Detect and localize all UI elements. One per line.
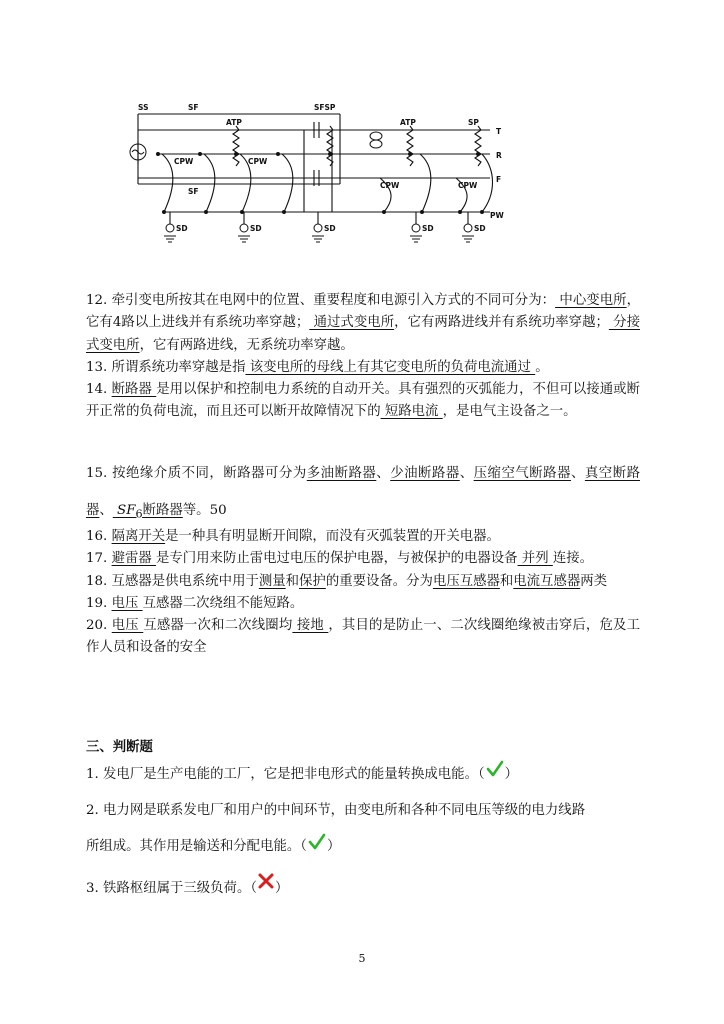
- item-18: 18. 互感器是供电系统中用于测量和保护的重要设备。分为电压互感器和电流互感器两类: [86, 573, 608, 589]
- item-15: 15. 按绝缘介质不同，断路器可分为多油断路器、少油断路器、压缩空气断路器、真空断路器、 $SF_6$断路器等。50: [86, 466, 640, 521]
- item-14: 14. 断路器 是用以保护和控制电力系统的自动开关。具有强烈的灭弧能力，不但可以接通或断开正常的负荷电流，而且还可以断开故障情况下的 短路电流 ，是电气主设备之一。: [86, 382, 640, 420]
- answer-blank: 电压: [111, 595, 143, 611]
- answer-blank: 接地: [292, 618, 329, 634]
- label-sd: SD: [324, 224, 336, 233]
- judgment-item-1: 1. 发电厂是生产电能的工厂，它是把非电形式的能量转换成电能。（ ）: [86, 764, 640, 786]
- sd-icon: [412, 224, 420, 232]
- answer-blank: 多油断路器: [306, 466, 377, 481]
- diagram-lines: [138, 114, 493, 224]
- judgment-item-2-cont: 所组成。其作用是输送和分配电能。（ ）: [86, 836, 640, 858]
- label-sfsp: SFSP: [314, 103, 336, 112]
- item-17: 17. 避雷器 是专门用来防止雷电过电压的保护电器，与被保护的电器设备 并列 连接。: [86, 551, 594, 567]
- label-f: F: [496, 175, 502, 184]
- label-cpw: CPW: [174, 157, 194, 166]
- sd-icon: [240, 224, 248, 232]
- sd-icon: [166, 224, 174, 232]
- answer-blank: 分接式变电所: [86, 315, 640, 353]
- item-16: 16. 隔离开关是一种具有明显断开间隙，而没有灭弧装置的开关电器。: [86, 529, 500, 544]
- answer-blank: $SF_6$断路器: [112, 503, 183, 521]
- diagram-nodes: [156, 152, 484, 214]
- item-20: 20. 电压 互感器一次和二次线圈均 接地 ，其目的是防止一、二次线圈绝缘被击穿后，危及工作人员和设备的安全: [86, 618, 640, 656]
- answer-blank: 压缩空气断路器: [473, 466, 571, 481]
- label-atp-1: ATP: [226, 118, 242, 127]
- answer-blank: 真空断路器: [86, 466, 640, 518]
- check-icon: [307, 832, 327, 852]
- answer-blank: 隔离开关: [111, 529, 166, 544]
- answer-blank: 短路电流: [380, 404, 443, 420]
- coupling-icon: [370, 132, 382, 140]
- diagram-labels: [138, 103, 504, 233]
- item-13: 13. 所谓系统功率穿越是指 该变电所的母线上有其它变电所的负荷电流通过 。: [86, 359, 549, 375]
- item-19: 19. 电压 互感器二次绕组不能短路。: [86, 595, 304, 611]
- items-16-20: [86, 526, 640, 660]
- label-sd: SD: [176, 224, 188, 233]
- answer-blank: 电压: [111, 618, 144, 634]
- page-number: 5: [358, 952, 366, 965]
- label-sp: SP: [468, 118, 479, 127]
- label-ss: SS: [138, 103, 149, 112]
- judgment-item-2: 2. 电力网是联系发电厂和用户的中间环节，由变电所和各种不同电压等级的电力线路: [86, 803, 586, 818]
- label-sd: SD: [422, 224, 434, 233]
- section-heading: 三、判断题: [86, 739, 153, 755]
- answer-blank: 中心变电所: [555, 293, 627, 308]
- item-12: 12. 牵引变电所按其在电网中的位置、重要程度和电源引入方式的不同可分为： 中心变电所，它有4路以上进线并有系统功率穿越； 通过式变电所，它有两路进线并有系统功率穿越； 分接式变电所，它有两路进线，无系统功率穿越。: [86, 293, 640, 353]
- answer-blank: 保护: [299, 573, 326, 589]
- label-pw: PW: [490, 211, 504, 220]
- answer-blank: 电流互感器: [513, 573, 581, 589]
- answer-blank: 该变电所的母线上有其它变电所的负荷电流通过: [245, 359, 536, 375]
- label-atp-2: ATP: [400, 118, 416, 127]
- label-r: R: [496, 151, 502, 160]
- label-cpw: CPW: [380, 181, 400, 190]
- label-sf: SF: [188, 103, 199, 112]
- answer-blank: 断路器: [111, 382, 157, 398]
- label-sd: SD: [474, 224, 486, 233]
- traction-supply-diagram: [118, 96, 514, 252]
- label-cpw: CPW: [458, 181, 478, 190]
- answer-blank: 测量: [258, 573, 286, 589]
- label-cpw: CPW: [248, 157, 268, 166]
- label-sf-lower: SF: [188, 187, 199, 196]
- answer-blank: 避雷器: [111, 551, 156, 567]
- label-t: T: [496, 127, 502, 136]
- items-12-14: [86, 290, 640, 424]
- label-sd: SD: [250, 224, 262, 233]
- sd-icon: [464, 224, 472, 232]
- answer-blank: 并列: [517, 551, 553, 567]
- answer-blank: 电压互感器: [432, 573, 500, 589]
- judgment-item-3: 3. 铁路枢纽属于三级负荷。（ ）: [86, 878, 640, 900]
- answer-blank: 少油断路器: [390, 466, 460, 481]
- check-icon: [485, 759, 505, 779]
- sd-icon: [314, 224, 322, 232]
- answer-blank: 通过式变电所: [309, 315, 395, 331]
- cross-icon: [257, 872, 275, 890]
